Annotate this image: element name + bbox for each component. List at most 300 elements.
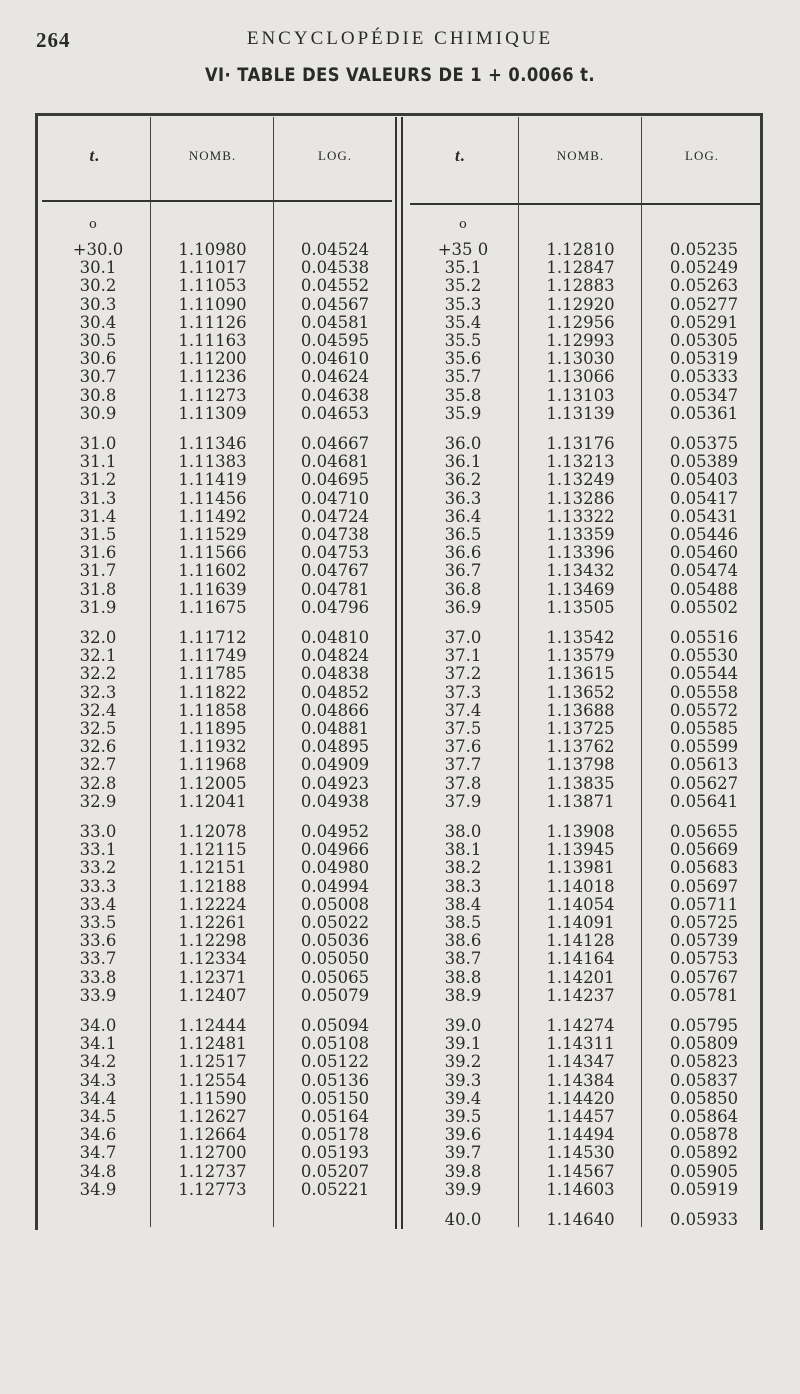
right-cell-nomb: 1.12847 bbox=[546, 258, 615, 278]
right-cell-t: 35.2 bbox=[444, 276, 482, 296]
left-cell-t: 32.6 bbox=[79, 737, 117, 757]
left-cell-log: 0.04824 bbox=[300, 646, 370, 666]
right-cell-t: 35.1 bbox=[444, 258, 482, 278]
header-log-left: LOG. bbox=[318, 148, 352, 163]
right-cell-log: 0.05431 bbox=[669, 506, 739, 526]
left-cell-log: 0.05136 bbox=[300, 1070, 370, 1090]
left-cell-nomb: 1.11200 bbox=[178, 349, 247, 369]
left-cell-log: 0.04796 bbox=[300, 597, 370, 617]
left-cell-log: 0.04909 bbox=[300, 755, 370, 775]
left-cell-nomb: 1.12517 bbox=[178, 1052, 247, 1072]
left-cell-nomb: 1.12115 bbox=[178, 840, 247, 860]
left-cell-t: 30.1 bbox=[79, 258, 117, 278]
right-cell-log: 0.05558 bbox=[669, 682, 739, 702]
left-cell-t: 30.4 bbox=[79, 312, 117, 332]
right-cell-t: 38.1 bbox=[444, 840, 482, 860]
right-cell-log: 0.05474 bbox=[669, 561, 739, 581]
right-cell-nomb: 1.13213 bbox=[546, 452, 615, 472]
right-cell-log: 0.05403 bbox=[669, 470, 739, 490]
right-cell-nomb: 1.14054 bbox=[546, 894, 615, 914]
left-cell-log: 0.04610 bbox=[300, 349, 370, 369]
left-cell-nomb: 1.11858 bbox=[178, 700, 247, 720]
right-cell-t: 36.1 bbox=[444, 452, 482, 472]
right-cell-nomb: 1.13981 bbox=[546, 858, 615, 878]
left-cell-nomb: 1.11236 bbox=[178, 367, 247, 387]
left-cell-log: 0.05094 bbox=[300, 1016, 370, 1035]
page-number: 264 bbox=[36, 28, 71, 52]
right-cell-log: 0.05850 bbox=[669, 1088, 739, 1108]
header-rule bbox=[42, 200, 392, 202]
right-cell-t: 35.3 bbox=[444, 294, 482, 314]
left-cell-t: 32.1 bbox=[79, 646, 117, 666]
right-cell-nomb: 1.14494 bbox=[546, 1125, 615, 1145]
left-cell-t: 30.2 bbox=[79, 276, 117, 296]
right-cell-log: 0.05823 bbox=[669, 1052, 739, 1072]
right-cell-t: 39.5 bbox=[444, 1107, 482, 1126]
right-cell-log: 0.05613 bbox=[669, 755, 739, 775]
degree-mark-left: o bbox=[89, 217, 97, 232]
right-cell-log: 0.05417 bbox=[669, 488, 739, 508]
left-cell-t: 33.5 bbox=[79, 913, 117, 932]
left-cell-t: 33.1 bbox=[79, 840, 117, 860]
left-cell-nomb: 1.12700 bbox=[178, 1143, 247, 1163]
left-cell-nomb: 1.11383 bbox=[178, 452, 247, 472]
right-cell-nomb: 1.12993 bbox=[546, 331, 615, 350]
running-head: ENCYCLOPÉDIE CHIMIQUE bbox=[246, 28, 554, 49]
left-cell-nomb: 1.11968 bbox=[178, 755, 247, 775]
right-cell-t: 39.7 bbox=[444, 1143, 482, 1163]
center-double-rule bbox=[401, 117, 403, 1229]
right-cell-log: 0.05599 bbox=[669, 737, 739, 757]
left-cell-t: 34.5 bbox=[79, 1107, 117, 1126]
left-cell-nomb: 1.12078 bbox=[178, 822, 247, 841]
left-cell-log: 0.05079 bbox=[300, 985, 370, 1005]
right-cell-t: 37.8 bbox=[444, 773, 482, 793]
left-cell-log: 0.04980 bbox=[300, 858, 370, 878]
right-cell-log: 0.05572 bbox=[669, 700, 739, 720]
right-cell-log: 0.05347 bbox=[669, 385, 739, 405]
left-cell-log: 0.05065 bbox=[300, 967, 370, 987]
left-cell-log: 0.05022 bbox=[300, 913, 370, 932]
left-cell-log: 0.04781 bbox=[300, 579, 370, 599]
right-cell-t: 38.9 bbox=[444, 985, 482, 1005]
left-cell-log: 0.05108 bbox=[300, 1034, 370, 1054]
left-cell-nomb: 1.10980 bbox=[178, 240, 247, 259]
left-cell-t: 32.2 bbox=[79, 664, 117, 684]
right-cell-nomb: 1.14237 bbox=[546, 985, 615, 1005]
right-cell-t: 38.6 bbox=[444, 931, 482, 951]
left-cell-t: 31.3 bbox=[79, 488, 117, 508]
right-cell-nomb: 1.12883 bbox=[546, 276, 615, 296]
left-cell-log: 0.04738 bbox=[300, 525, 370, 544]
left-cell-log: 0.04895 bbox=[300, 737, 370, 757]
right-cell-t: 37.4 bbox=[444, 700, 482, 720]
right-cell-log: 0.05516 bbox=[669, 628, 739, 647]
right-cell-log: 0.05333 bbox=[669, 367, 739, 387]
right-cell-log: 0.05375 bbox=[669, 434, 739, 453]
left-cell-log: 0.04753 bbox=[300, 543, 370, 563]
left-cell-nomb: 1.11090 bbox=[178, 294, 247, 314]
right-cell-t: 36.8 bbox=[444, 579, 482, 599]
right-cell-t: 37.0 bbox=[444, 628, 482, 647]
left-cell-t: 33.9 bbox=[79, 985, 117, 1005]
left-cell-nomb: 1.11273 bbox=[178, 385, 247, 405]
right-cell-nomb: 1.13945 bbox=[546, 840, 615, 860]
left-cell-log: 0.04852 bbox=[300, 682, 370, 702]
header-nomb-right: NOMB. bbox=[556, 148, 605, 163]
right-cell-nomb: 1.13322 bbox=[546, 506, 615, 526]
right-cell-nomb: 1.13396 bbox=[546, 543, 615, 563]
table-title: VI· TABLE DES VALEURS DE 1 + 0.0066 t. bbox=[204, 64, 596, 86]
left-cell-log: 0.04538 bbox=[300, 258, 370, 278]
left-cell-log: 0.04581 bbox=[300, 312, 370, 332]
right-cell-nomb: 1.14091 bbox=[546, 913, 615, 932]
right-cell-t: 35.8 bbox=[444, 385, 482, 405]
left-cell-log: 0.05150 bbox=[300, 1088, 370, 1108]
right-cell-t: 37.2 bbox=[444, 664, 482, 684]
left-cell-t: 31.2 bbox=[79, 470, 117, 490]
left-cell-log: 0.05050 bbox=[300, 949, 370, 969]
left-cell-log: 0.04767 bbox=[300, 561, 370, 581]
right-cell-log: 0.05795 bbox=[669, 1016, 739, 1035]
column-rule bbox=[150, 117, 151, 1227]
right-cell-nomb: 1.14164 bbox=[546, 949, 615, 969]
right-cell-log: 0.05919 bbox=[669, 1179, 739, 1199]
left-cell-log: 0.04838 bbox=[300, 664, 370, 684]
left-cell-nomb: 1.12481 bbox=[178, 1034, 247, 1054]
right-cell-nomb: 1.13725 bbox=[546, 719, 615, 738]
right-cell-t: 36.3 bbox=[444, 488, 482, 508]
right-cell-t: 39.9 bbox=[444, 1179, 482, 1199]
right-cell-nomb: 1.13066 bbox=[546, 367, 615, 387]
left-cell-t: 30.8 bbox=[79, 385, 117, 405]
right-cell-nomb: 1.14420 bbox=[546, 1088, 615, 1108]
left-cell-log: 0.05178 bbox=[300, 1125, 370, 1145]
left-cell-nomb: 1.11822 bbox=[178, 682, 247, 702]
right-cell-nomb: 1.12920 bbox=[546, 294, 615, 314]
right-cell-t: 39.3 bbox=[444, 1070, 482, 1090]
left-cell-log: 0.04938 bbox=[300, 791, 370, 811]
right-cell-log: 0.05683 bbox=[669, 858, 739, 878]
left-cell-log: 0.05036 bbox=[300, 931, 370, 951]
right-cell-nomb: 1.13286 bbox=[546, 488, 615, 508]
right-cell-log: 0.05530 bbox=[669, 646, 739, 666]
degree-mark-right: o bbox=[459, 217, 467, 232]
right-cell-t: 36.7 bbox=[444, 561, 482, 581]
left-cell-t: 33.2 bbox=[79, 858, 117, 878]
left-cell-nomb: 1.12664 bbox=[178, 1125, 247, 1145]
left-cell-nomb: 1.11163 bbox=[178, 331, 247, 350]
left-cell-t: 34.0 bbox=[79, 1016, 117, 1035]
right-cell-t: 38.5 bbox=[444, 913, 482, 932]
left-cell-log: 0.04567 bbox=[300, 294, 370, 314]
left-cell-nomb: 1.12151 bbox=[178, 858, 247, 878]
left-cell-nomb: 1.11529 bbox=[178, 525, 247, 544]
left-cell-log: 0.05207 bbox=[300, 1161, 370, 1181]
right-cell-log: 0.05263 bbox=[669, 276, 739, 296]
header-t-right: t. bbox=[455, 146, 466, 165]
left-cell-nomb: 1.12737 bbox=[178, 1161, 247, 1181]
left-cell-t: 30.9 bbox=[79, 403, 117, 423]
left-cell-t: 32.9 bbox=[79, 791, 117, 811]
left-cell-log: 0.04710 bbox=[300, 488, 370, 508]
left-cell-nomb: 1.12334 bbox=[178, 949, 247, 969]
right-cell-t: 37.9 bbox=[444, 791, 482, 811]
left-cell-t: 34.1 bbox=[79, 1034, 117, 1054]
right-cell-log: 0.05809 bbox=[669, 1034, 739, 1054]
right-cell-log: 0.05544 bbox=[669, 664, 739, 684]
left-cell-log: 0.04994 bbox=[300, 876, 370, 896]
right-cell-log: 0.05319 bbox=[669, 349, 739, 369]
right-cell-log: 0.05767 bbox=[669, 967, 739, 987]
left-cell-nomb: 1.11712 bbox=[178, 628, 247, 647]
left-cell-nomb: 1.11492 bbox=[178, 506, 247, 526]
right-cell-t: 35.9 bbox=[444, 403, 482, 423]
right-cell-nomb: 1.13359 bbox=[546, 525, 615, 544]
right-cell-t: 37.1 bbox=[444, 646, 482, 666]
left-cell-nomb: 1.12224 bbox=[178, 894, 247, 914]
right-cell-t: 39.6 bbox=[444, 1125, 482, 1145]
column-rule bbox=[273, 117, 274, 1227]
left-cell-nomb: 1.12298 bbox=[178, 931, 247, 951]
left-cell-nomb: 1.12371 bbox=[178, 967, 247, 987]
left-cell-log: 0.05122 bbox=[300, 1052, 370, 1072]
left-cell-log: 0.04638 bbox=[300, 385, 370, 405]
right-cell-log: 0.05725 bbox=[669, 913, 739, 932]
left-cell-log: 0.04952 bbox=[300, 822, 370, 841]
left-cell-nomb: 1.11749 bbox=[178, 646, 247, 666]
right-cell-t: +35 0 bbox=[437, 240, 489, 259]
left-cell-t: 32.4 bbox=[79, 700, 117, 720]
right-cell-nomb: 1.13249 bbox=[546, 470, 615, 490]
right-cell-log: 0.05249 bbox=[669, 258, 739, 278]
right-cell-log: 0.05585 bbox=[669, 719, 739, 738]
left-cell-nomb: 1.11309 bbox=[178, 403, 247, 423]
left-cell-t: 34.3 bbox=[79, 1070, 117, 1090]
left-cell-nomb: 1.12041 bbox=[178, 791, 247, 811]
left-cell-log: 0.04966 bbox=[300, 840, 370, 860]
right-cell-t: 37.7 bbox=[444, 755, 482, 775]
left-cell-log: 0.04881 bbox=[300, 719, 370, 738]
left-cell-t: 32.8 bbox=[79, 773, 117, 793]
left-cell-log: 0.04667 bbox=[300, 434, 370, 453]
left-cell-t: 30.6 bbox=[79, 349, 117, 369]
left-cell-t: 33.8 bbox=[79, 967, 117, 987]
right-cell-t: 36.9 bbox=[444, 597, 482, 617]
right-cell-t: 38.3 bbox=[444, 876, 482, 896]
right-cell-t: 39.2 bbox=[444, 1052, 482, 1072]
left-cell-t: 34.7 bbox=[79, 1143, 117, 1163]
right-cell-log: 0.05753 bbox=[669, 949, 739, 969]
left-cell-t: 31.9 bbox=[79, 597, 117, 617]
header-nomb-left: NOMB. bbox=[188, 148, 237, 163]
left-cell-log: 0.04695 bbox=[300, 470, 370, 490]
right-cell-log: 0.05711 bbox=[669, 894, 739, 914]
right-cell-log: 0.05277 bbox=[669, 294, 739, 314]
right-cell-t: 40.0 bbox=[444, 1210, 482, 1229]
left-cell-log: 0.05193 bbox=[300, 1143, 370, 1163]
right-cell-log: 0.05502 bbox=[669, 597, 739, 617]
right-cell-nomb: 1.12810 bbox=[546, 240, 615, 259]
left-cell-t: 33.0 bbox=[79, 822, 117, 841]
left-cell-t: 31.8 bbox=[79, 579, 117, 599]
right-cell-nomb: 1.14128 bbox=[546, 931, 615, 951]
left-cell-nomb: 1.11566 bbox=[178, 543, 247, 563]
right-cell-nomb: 1.13762 bbox=[546, 737, 615, 757]
right-cell-log: 0.05361 bbox=[669, 403, 739, 423]
right-cell-log: 0.05878 bbox=[669, 1125, 739, 1145]
right-cell-t: 38.8 bbox=[444, 967, 482, 987]
right-cell-nomb: 1.13432 bbox=[546, 561, 615, 581]
right-cell-nomb: 1.13176 bbox=[546, 434, 615, 453]
right-cell-t: 37.3 bbox=[444, 682, 482, 702]
left-cell-nomb: 1.11785 bbox=[178, 664, 247, 684]
left-cell-t: 34.4 bbox=[79, 1088, 117, 1108]
header-t-left: t. bbox=[89, 146, 101, 165]
left-cell-t: 32.5 bbox=[79, 719, 117, 738]
left-cell-nomb: 1.11053 bbox=[178, 276, 247, 296]
right-cell-t: 38.7 bbox=[444, 949, 482, 969]
left-cell-log: 0.04524 bbox=[300, 240, 370, 259]
right-cell-t: 36.4 bbox=[444, 506, 482, 526]
right-cell-t: 38.0 bbox=[444, 822, 482, 841]
right-cell-t: 39.4 bbox=[444, 1088, 482, 1108]
left-cell-t: 30.3 bbox=[79, 294, 117, 314]
left-cell-nomb: 1.12005 bbox=[178, 773, 247, 793]
right-cell-nomb: 1.13688 bbox=[546, 700, 615, 720]
right-cell-nomb: 1.13835 bbox=[546, 773, 615, 793]
right-cell-nomb: 1.13030 bbox=[546, 349, 615, 369]
right-cell-log: 0.05905 bbox=[669, 1161, 739, 1181]
right-cell-nomb: 1.14530 bbox=[546, 1143, 615, 1163]
right-cell-log: 0.05739 bbox=[669, 931, 739, 951]
left-cell-t: +30.0 bbox=[72, 240, 124, 259]
right-cell-nomb: 1.13139 bbox=[546, 403, 615, 423]
right-cell-nomb: 1.13798 bbox=[546, 755, 615, 775]
left-cell-t: 31.1 bbox=[79, 452, 117, 472]
left-cell-nomb: 1.12444 bbox=[178, 1016, 247, 1035]
left-cell-nomb: 1.11590 bbox=[178, 1088, 247, 1108]
right-cell-nomb: 1.14457 bbox=[546, 1107, 615, 1126]
right-cell-t: 36.2 bbox=[444, 470, 482, 490]
right-cell-log: 0.05837 bbox=[669, 1070, 739, 1090]
right-cell-nomb: 1.13908 bbox=[546, 822, 615, 841]
right-cell-log: 0.05697 bbox=[669, 876, 739, 896]
right-cell-log: 0.05488 bbox=[669, 579, 739, 599]
right-cell-t: 39.8 bbox=[444, 1161, 482, 1181]
left-cell-nomb: 1.11017 bbox=[178, 258, 247, 278]
left-cell-log: 0.04681 bbox=[300, 452, 370, 472]
left-cell-t: 34.9 bbox=[79, 1179, 117, 1199]
right-cell-t: 37.5 bbox=[444, 719, 482, 738]
right-cell-nomb: 1.13505 bbox=[546, 597, 615, 617]
right-cell-nomb: 1.13542 bbox=[546, 628, 615, 647]
right-cell-log: 0.05669 bbox=[669, 840, 739, 860]
right-cell-log: 0.05460 bbox=[669, 543, 739, 563]
right-cell-t: 39.0 bbox=[444, 1016, 482, 1035]
right-cell-log: 0.05235 bbox=[669, 240, 739, 259]
column-rule bbox=[641, 117, 642, 1227]
left-cell-log: 0.04653 bbox=[300, 403, 370, 423]
left-cell-t: 31.4 bbox=[79, 506, 117, 526]
right-cell-t: 37.6 bbox=[444, 737, 482, 757]
right-cell-log: 0.05446 bbox=[669, 525, 739, 544]
right-cell-nomb: 1.14201 bbox=[546, 967, 615, 987]
left-cell-t: 33.3 bbox=[79, 876, 117, 896]
column-rule bbox=[518, 117, 519, 1227]
left-cell-t: 32.3 bbox=[79, 682, 117, 702]
left-cell-t: 32.7 bbox=[79, 755, 117, 775]
left-cell-t: 31.5 bbox=[79, 525, 117, 544]
left-cell-log: 0.04624 bbox=[300, 367, 370, 387]
left-cell-t: 30.7 bbox=[79, 367, 117, 387]
right-cell-t: 36.0 bbox=[444, 434, 482, 453]
right-cell-nomb: 1.13103 bbox=[546, 385, 615, 405]
right-cell-t: 38.2 bbox=[444, 858, 482, 878]
left-cell-t: 31.7 bbox=[79, 561, 117, 581]
right-cell-nomb: 1.12956 bbox=[546, 312, 615, 332]
header-rule bbox=[410, 203, 760, 205]
right-cell-t: 38.4 bbox=[444, 894, 482, 914]
right-cell-nomb: 1.13871 bbox=[546, 791, 615, 811]
left-cell-t: 34.6 bbox=[79, 1125, 117, 1145]
right-cell-nomb: 1.14311 bbox=[546, 1034, 615, 1054]
right-cell-nomb: 1.14640 bbox=[546, 1210, 615, 1229]
right-cell-t: 35.7 bbox=[444, 367, 482, 387]
right-cell-nomb: 1.13652 bbox=[546, 682, 615, 702]
left-cell-nomb: 1.12773 bbox=[178, 1179, 247, 1199]
left-cell-t: 31.0 bbox=[79, 434, 117, 453]
right-cell-log: 0.05655 bbox=[669, 822, 739, 841]
right-cell-nomb: 1.14274 bbox=[546, 1016, 615, 1035]
left-cell-nomb: 1.11126 bbox=[178, 312, 247, 332]
left-cell-nomb: 1.12261 bbox=[178, 913, 247, 932]
right-cell-log: 0.05933 bbox=[669, 1210, 739, 1229]
left-cell-log: 0.04552 bbox=[300, 276, 370, 296]
left-cell-nomb: 1.11419 bbox=[178, 470, 247, 490]
left-cell-nomb: 1.11932 bbox=[178, 737, 247, 757]
right-cell-t: 35.4 bbox=[444, 312, 482, 332]
right-cell-nomb: 1.14347 bbox=[546, 1052, 615, 1072]
left-cell-nomb: 1.11675 bbox=[178, 597, 247, 617]
left-cell-nomb: 1.12627 bbox=[178, 1107, 247, 1126]
right-cell-nomb: 1.14603 bbox=[546, 1179, 615, 1199]
left-cell-t: 34.8 bbox=[79, 1161, 117, 1181]
left-cell-nomb: 1.12188 bbox=[178, 876, 247, 896]
left-cell-nomb: 1.12407 bbox=[178, 985, 247, 1005]
left-cell-nomb: 1.11456 bbox=[178, 488, 247, 508]
right-cell-log: 0.05781 bbox=[669, 985, 739, 1005]
left-cell-log: 0.04595 bbox=[300, 331, 370, 350]
left-cell-t: 31.6 bbox=[79, 543, 117, 563]
left-cell-t: 34.2 bbox=[79, 1052, 117, 1072]
right-cell-log: 0.05389 bbox=[669, 452, 739, 472]
left-cell-log: 0.04866 bbox=[300, 700, 370, 720]
center-double-rule bbox=[395, 117, 397, 1229]
right-cell-t: 36.6 bbox=[444, 543, 482, 563]
right-cell-t: 35.5 bbox=[444, 331, 482, 350]
left-cell-log: 0.05008 bbox=[300, 894, 370, 914]
right-cell-log: 0.05864 bbox=[669, 1107, 739, 1126]
right-cell-log: 0.05291 bbox=[669, 312, 739, 332]
left-cell-log: 0.05164 bbox=[300, 1107, 370, 1126]
left-cell-nomb: 1.11602 bbox=[178, 561, 247, 581]
right-cell-log: 0.05892 bbox=[669, 1143, 739, 1163]
right-cell-log: 0.05305 bbox=[669, 331, 739, 350]
right-cell-t: 36.5 bbox=[444, 525, 482, 544]
right-cell-nomb: 1.14384 bbox=[546, 1070, 615, 1090]
left-cell-log: 0.05221 bbox=[300, 1179, 370, 1199]
